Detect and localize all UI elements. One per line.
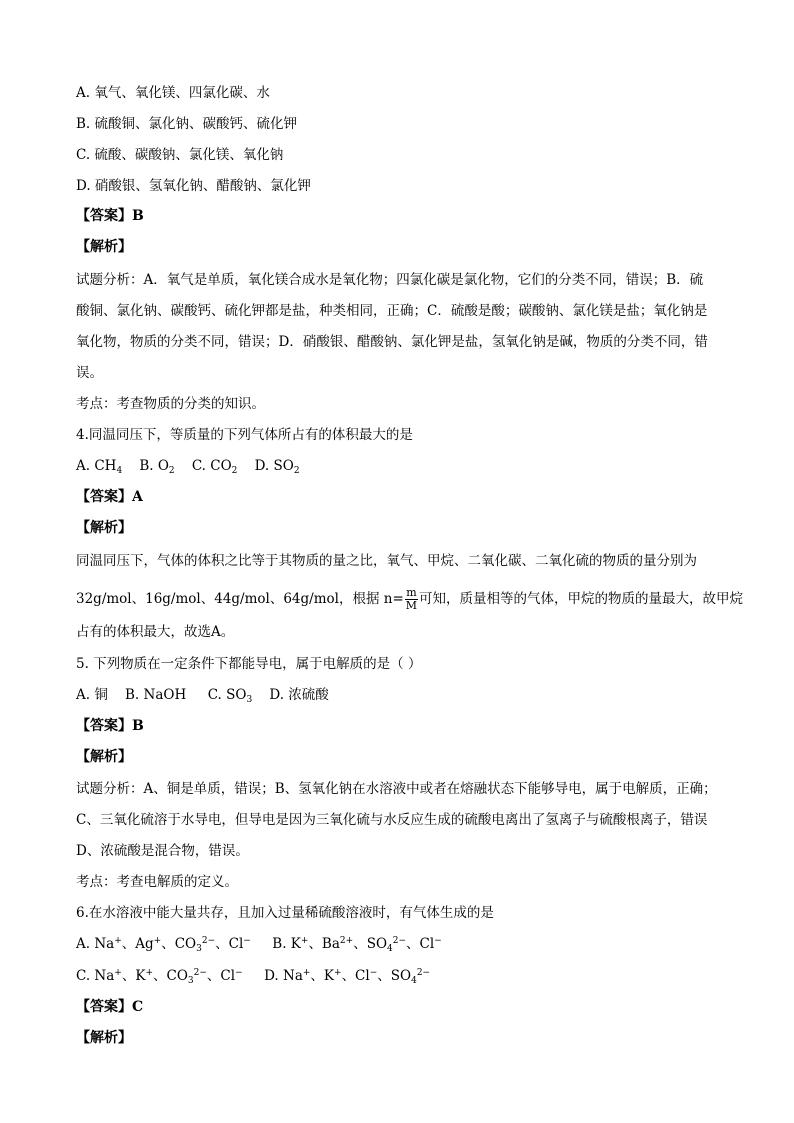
q3-analysis-line-1: 试题分析：A．氧气是单质，氧化镁合成水是氧化物；四氯化碳是氯化物，它们的分类不同，错误；B．硫 <box>76 272 704 288</box>
q5-kaodian: 考点：考查电解质的定义。 <box>76 874 238 890</box>
q5-analysis-label: 【解析】 <box>76 749 132 765</box>
q4-options <box>76 456 728 476</box>
q4-stem: 4.同温同压下，等质量的下列气体所占有的体积最大的是 <box>76 427 413 443</box>
q6-options-ab <box>76 934 728 954</box>
q3-kaodian: 考点：考查物质的分类的知识。 <box>76 396 265 412</box>
q3-option-a: A. 氧气、氧化镁、四氯化碳、水 <box>76 85 270 101</box>
q6-option-b: B. K+、$Ba^{2+}$、$SO_4^{2-}$、Cl− <box>272 936 442 954</box>
q6-option-c: C. Na+、K+、$CO_3^{2-}$、Cl− <box>76 968 243 986</box>
q5-options <box>76 685 728 705</box>
q4-answer: 【答案】A <box>76 489 143 505</box>
q5-analysis-line-1: 试题分析：A、铜是单质，错误；B、氢氧化钠在水溶液中或者在熔融状态下能够导电，属于电解质，正确； <box>76 781 717 797</box>
q3-analysis-line-4: 误。 <box>76 365 103 381</box>
q6-answer: 【答案】C <box>76 999 144 1015</box>
q3-option-d: D. 硝酸银、氢氧化钠、醋酸钠、氯化钾 <box>76 178 311 194</box>
q4-analysis-line-2: 32g/mol、16g/mol、44g/mol、64g/mol，根据 n= $\frac{m}{M}$ 可知，质量相等的气体，甲烷的物质的量最大，故甲烷 <box>76 586 744 612</box>
q3-option-b: B. 硫酸铜、氯化钠、碳酸钙、硫化钾 <box>76 116 298 132</box>
q5-option-c: C. $SO_3$ <box>207 687 253 705</box>
q3-answer: 【答案】B <box>76 208 144 224</box>
q4-analysis-line-1: 同温同压下，气体的体积之比等于其物质的量之比，氧气、甲烷、二氧化碳、二氧化硫的物质的量分别为 <box>76 553 697 569</box>
q6-option-d: D. Na+、K+、Cl−、$SO_4^{2-}$ <box>264 968 431 986</box>
q6-options-cd <box>76 966 728 986</box>
q5-stem: 5. 下列物质在一定条件下都能导电，属于电解质的是（ ） <box>76 656 422 672</box>
q4-option-b: B. $O_2$ <box>139 458 175 476</box>
q4-analysis-line-3: 占有的体积最大，故选A。 <box>76 624 235 640</box>
q3-option-c: C. 硫酸、碳酸钠、氯化镁、氧化钠 <box>76 147 284 163</box>
q5-analysis-line-2: C、三氧化硫溶于水导电，但导电是因为三氧化硫与水反应生成的硫酸电离出了氢离子与硫酸根离子，错误 <box>76 812 708 828</box>
q4-option-c: C. $CO_2$ <box>191 458 238 476</box>
q3-analysis-line-2: 酸铜、氯化钠、碳酸钙、硫化钾都是盐，种类相同，正确；C．硫酸是酸；碳酸钠、氯化镁是盐；氧化钠是 <box>76 303 708 319</box>
q3-analysis-line-3: 氧化物，物质的分类不同，错误；D．硝酸银、醋酸钠、氯化钾是盐，氢氧化钠是碱，物质的分类不同，错 <box>76 334 708 350</box>
q5-analysis-line-3: D、浓硫酸是混合物，错误。 <box>76 843 249 859</box>
q5-answer: 【答案】B <box>76 718 144 734</box>
q5-option-d: D. 浓硫酸 <box>269 687 329 703</box>
q4-option-a: A. $CH_4$ <box>76 458 123 476</box>
q4-analysis-label: 【解析】 <box>76 520 132 536</box>
formula: n= $\frac{m}{M}$ <box>383 586 418 612</box>
q4-option-d: D. $SO_2$ <box>254 458 300 476</box>
q6-stem: 6.在水溶液中能大量共存，且加入过量稀硫酸溶液时，有气体生成的是 <box>76 905 494 921</box>
q3-analysis-label: 【解析】 <box>76 239 132 255</box>
q6-analysis-label: 【解析】 <box>76 1030 132 1046</box>
q5-option-a: A. 铜 <box>76 687 108 703</box>
q6-option-a: A. Na+、Ag+、$CO_3^{2-}$、Cl− <box>76 936 251 954</box>
q5-option-b: B. NaOH <box>125 687 187 703</box>
